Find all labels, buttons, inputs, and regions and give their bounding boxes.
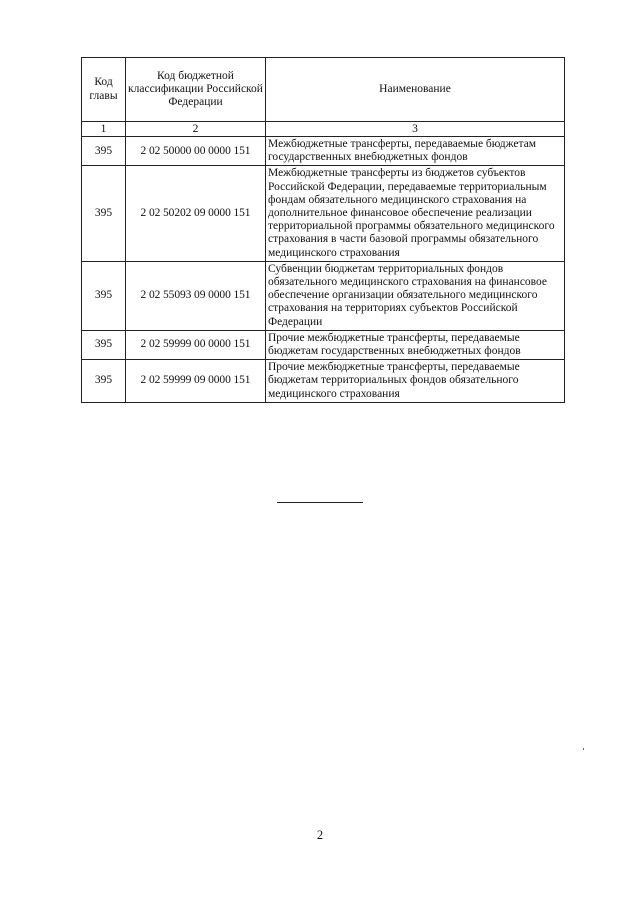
budget-classification-table xyxy=(81,57,565,403)
row-name: Межбюджетные трансферты, передаваемые бюджетам государственных внебюджетных фондов xyxy=(266,137,565,166)
page-number: 2 xyxy=(316,828,324,842)
row-chapter-code: 395 xyxy=(82,137,126,166)
header-name: Наименование xyxy=(266,58,565,122)
row-name: Прочие межбюджетные трансферты, передаваемые бюджетам территориальных фондов обязательного медицинского страхования xyxy=(266,360,565,403)
row-chapter-code: 395 xyxy=(82,360,126,403)
header-classification-code: Код бюджетной классификации Российской Федерации xyxy=(126,58,266,122)
column-numbers-row xyxy=(82,122,565,137)
row-name: Субвенции бюджетам территориальных фондов обязательного медицинского страхования на финансовое обеспечение организации обязательного медицинского страхования на территориях субъектов Российской Федерации xyxy=(266,261,565,330)
table-row xyxy=(82,137,565,166)
table-row xyxy=(82,330,565,359)
separator-line xyxy=(277,502,363,503)
column-number-2: 2 xyxy=(126,122,266,137)
row-chapter-code: 395 xyxy=(82,166,126,261)
row-classification-code: 2 02 50000 00 0000 151 xyxy=(126,137,266,166)
row-name: Межбюджетные трансферты из бюджетов субъектов Российской Федерации, передаваемые территориальным фондам обязательного медицинского страхования на дополнительное финансовое обеспечение реализации территориальной программы обязательного медицинского страхования в части базовой программы обязательного медицинского страхования xyxy=(266,166,565,261)
row-name: Прочие межбюджетные трансферты, передаваемые бюджетам государственных внебюджетных фондов xyxy=(266,330,565,359)
row-chapter-code: 395 xyxy=(82,330,126,359)
table-row xyxy=(82,261,565,330)
header-chapter-code: Код главы xyxy=(82,58,126,122)
table-row xyxy=(82,166,565,261)
table-header-row xyxy=(82,58,565,122)
row-classification-code: 2 02 59999 09 0000 151 xyxy=(126,360,266,403)
column-number-3: 3 xyxy=(266,122,565,137)
row-classification-code: 2 02 59999 00 0000 151 xyxy=(126,330,266,359)
column-number-1: 1 xyxy=(82,122,126,137)
table-row xyxy=(82,360,565,403)
scan-speck xyxy=(583,748,584,750)
row-classification-code: 2 02 50202 09 0000 151 xyxy=(126,166,266,261)
row-classification-code: 2 02 55093 09 0000 151 xyxy=(126,261,266,330)
row-chapter-code: 395 xyxy=(82,261,126,330)
